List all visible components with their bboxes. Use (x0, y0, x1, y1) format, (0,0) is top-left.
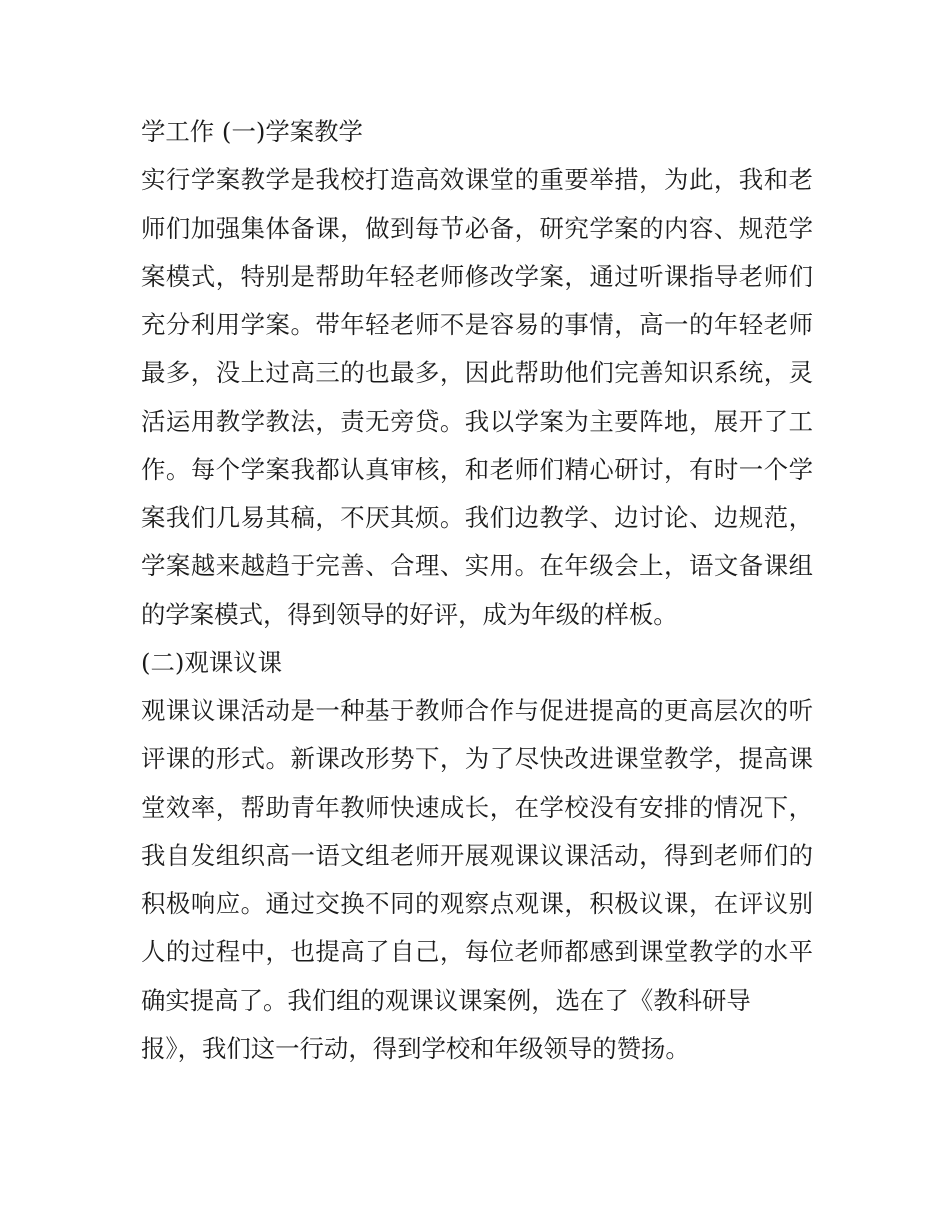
paragraph-line: 观课议课活动是一种基于教师合作与促进提高的更高层次的听 (141, 696, 813, 725)
paragraph-line: 最多，没上过高三的也最多，因此帮助他们完善知识系统，灵 (141, 358, 813, 388)
paragraph-line: 评课的形式。新课改形势下，为了尽快改进课堂教学，提高课 (141, 744, 813, 774)
paragraph-line: 堂效率，帮助青年教师快速成长，在学校没有安排的情况下， (141, 792, 813, 822)
paragraph-line: 报》，我们这一行动，得到学校和年级领导的赞扬。 (141, 1033, 690, 1063)
paragraph-line: 确实提高了。我们组的观课议课案例，选在了《教科研导 (141, 985, 751, 1015)
paragraph-line: 充分利用学案。带年轻老师不是容易的事情，高一的年轻老师 (141, 310, 813, 339)
paragraph-line: 学案越来越趋于完善、合理、实用。在年级会上，语文备课组 (141, 551, 813, 581)
paragraph-line: 积极响应。通过交换不同的观察点观课，积极议课，在评议别 (141, 889, 813, 918)
paragraph-line: 作。每个学案我都认真审核，和老师们精心研讨，有时一个学 (141, 454, 813, 484)
paragraph-line: 我自发组织高一语文组老师开展观课议课活动，得到老师们的 (141, 840, 813, 870)
heading-section-one: 学工作 (一)学案教学 (141, 117, 363, 146)
paragraph-line: 案模式，特别是帮助年轻老师修改学案，通过听课指导老师们 (141, 261, 813, 291)
paragraph-line: 的学案模式，得到领导的好评，成为年级的样板。 (141, 599, 678, 629)
paragraph-line: 师们加强集体备课，做到每节必备，研究学案的内容、规范学 (141, 213, 813, 243)
heading-section-two: (二)观课议课 (141, 647, 282, 677)
document-body (141, 108, 813, 1073)
paragraph-line: 案我们几易其稿，不厌其烦。我们边教学、边讨论、边规范， (141, 503, 813, 532)
paragraph-line: 实行学案教学是我校打造高效课堂的重要举措，为此，我和老 (141, 165, 813, 195)
paragraph-line: 人的过程中，也提高了自己，每位老师都感到课堂教学的水平 (141, 937, 813, 967)
paragraph-line: 活运用教学教法，责无旁贷。我以学案为主要阵地，展开了工 (141, 406, 813, 436)
